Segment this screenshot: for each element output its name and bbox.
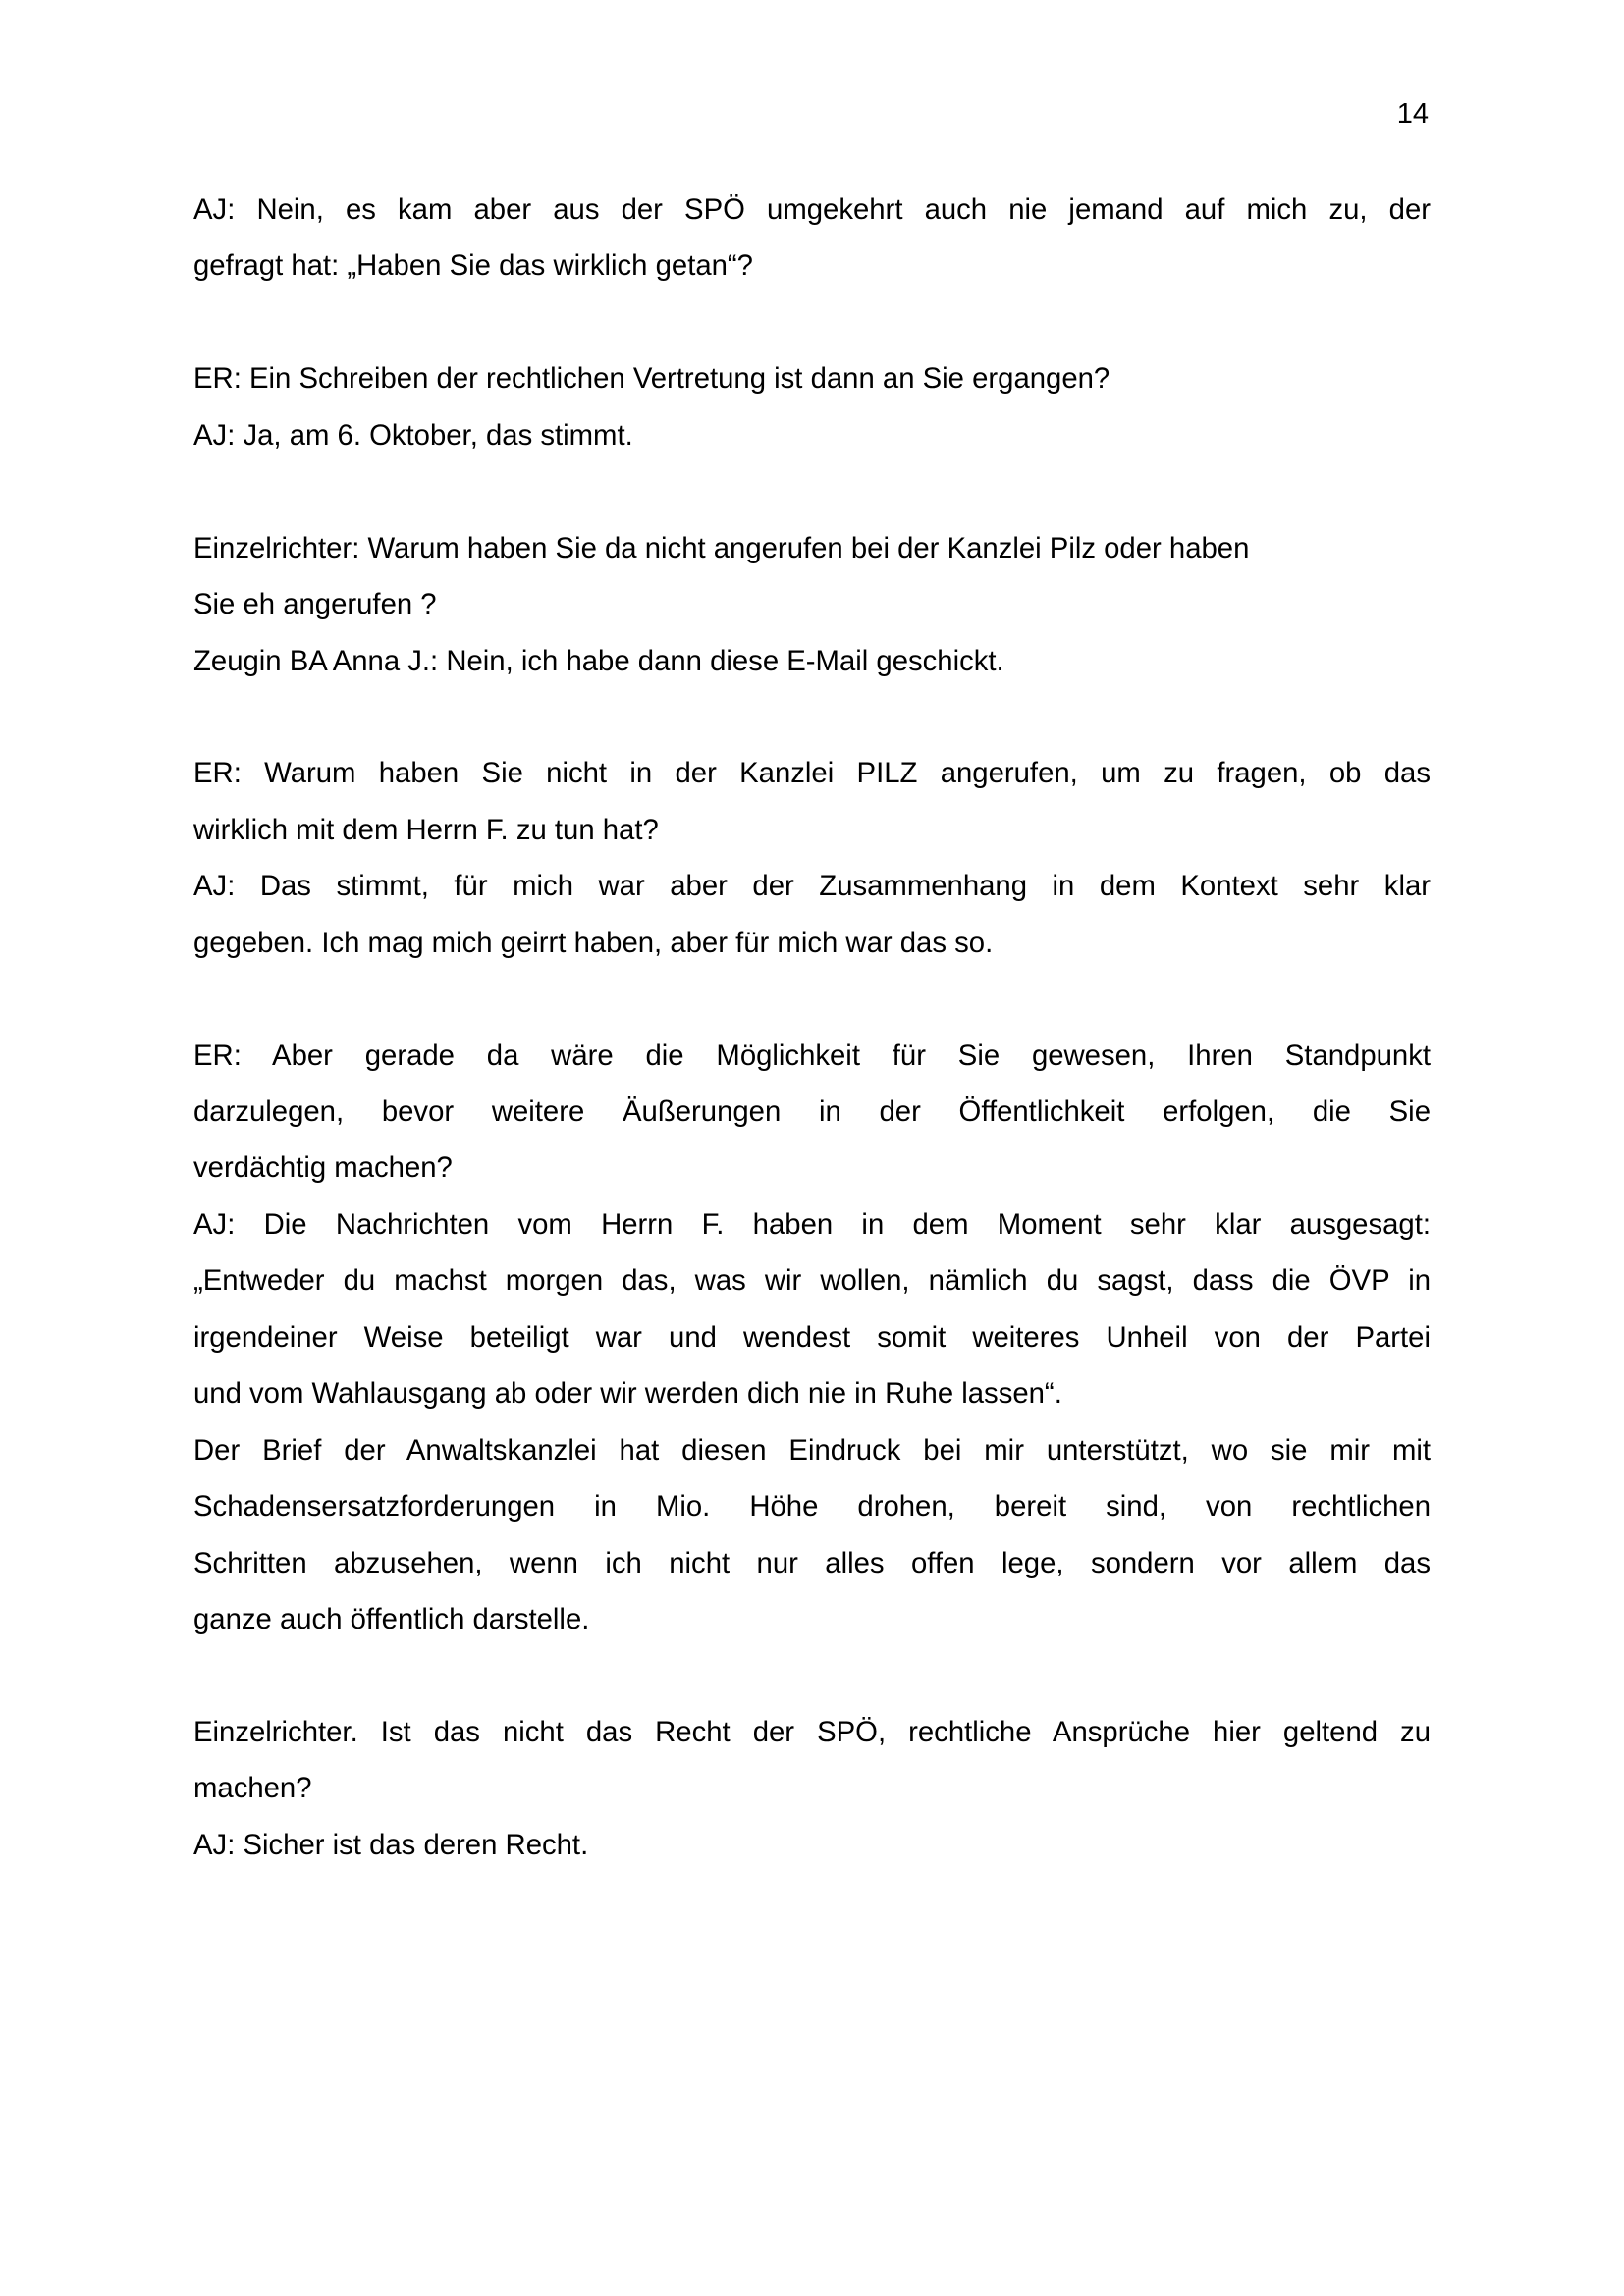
text-line: wirklich mit dem Herrn F. zu tun hat? xyxy=(193,813,659,846)
text-line: Einzelrichter. Ist das nicht das Recht der SPÖ, rechtliche Ansprüche hier geltend zu xyxy=(193,1715,1431,1748)
text-line: AJ: Die Nachrichten vom Herrn F. haben in dem Moment sehr klar ausgesagt: xyxy=(193,1207,1431,1241)
text-line: und vom Wahlausgang ab oder wir werden dich nie in Ruhe lassen“. xyxy=(193,1377,1062,1411)
text-line: „Entweder du machst morgen das, was wir wollen, nämlich du sagst, dass die ÖVP in xyxy=(193,1264,1431,1298)
text-line: ganze auch öffentlich darstelle. xyxy=(193,1602,590,1635)
text-line: irgendeiner Weise beteiligt war und wendest somit weiteres Unheil von der Partei xyxy=(193,1320,1431,1354)
text-line: AJ: Sicher ist das deren Recht. xyxy=(193,1828,589,1861)
text-line: Sie eh angerufen ? xyxy=(193,588,437,621)
text-line: Schritten abzusehen, wenn ich nicht nur alles offen lege, sondern vor allem das xyxy=(193,1546,1431,1579)
text-line: Zeugin BA Anna J.: Nein, ich habe dann diese E-Mail geschickt. xyxy=(193,644,1004,677)
paragraph-spacer xyxy=(193,1647,1431,1703)
paragraph xyxy=(193,350,1431,463)
paragraph xyxy=(193,745,1431,971)
text-line: AJ: Das stimmt, für mich war aber der Zusammenhang in dem Kontext sehr klar xyxy=(193,870,1431,903)
text-line: ER: Ein Schreiben der rechtlichen Vertretung ist dann an Sie ergangen? xyxy=(193,362,1110,396)
text-line: darzulegen, bevor weitere Äußerungen in der Öffentlichkeit erfolgen, die Sie xyxy=(193,1095,1431,1128)
paragraph-spacer xyxy=(193,971,1431,1027)
text-line: Schadensersatzforderungen in Mio. Höhe drohen, bereit sind, von rechtlichen xyxy=(193,1490,1431,1523)
paragraph xyxy=(193,520,1431,689)
text-line: AJ: Ja, am 6. Oktober, das stimmt. xyxy=(193,418,633,452)
text-line: gegeben. Ich mag mich geirrt haben, aber für mich war das so. xyxy=(193,926,994,959)
text-line: Einzelrichter: Warum haben Sie da nicht angerufen bei der Kanzlei Pilz oder haben xyxy=(193,531,1250,564)
text-line: ER: Aber gerade da wäre die Möglichkeit für Sie gewesen, Ihren Standpunkt xyxy=(193,1039,1431,1072)
paragraph-spacer xyxy=(193,294,1431,350)
text-line: AJ: Nein, es kam aber aus der SPÖ umgekehrt auch nie jemand auf mich zu, der xyxy=(193,193,1431,226)
paragraph xyxy=(193,1028,1431,1648)
text-line: Der Brief der Anwaltskanzlei hat diesen Eindruck bei mir unterstützt, wo sie mir mit xyxy=(193,1433,1431,1467)
paragraph xyxy=(193,1704,1431,1873)
page-number: 14 xyxy=(1396,98,1429,130)
text-line: machen? xyxy=(193,1772,312,1805)
text-line: ER: Warum haben Sie nicht in der Kanzlei PILZ angerufen, um zu fragen, ob das xyxy=(193,757,1431,790)
text-line: verdächtig machen? xyxy=(193,1151,453,1185)
transcript-body xyxy=(193,182,1431,1873)
paragraph xyxy=(193,182,1431,294)
paragraph-spacer xyxy=(193,463,1431,519)
text-line: gefragt hat: „Haben Sie das wirklich getan“? xyxy=(193,249,753,283)
paragraph-spacer xyxy=(193,689,1431,745)
